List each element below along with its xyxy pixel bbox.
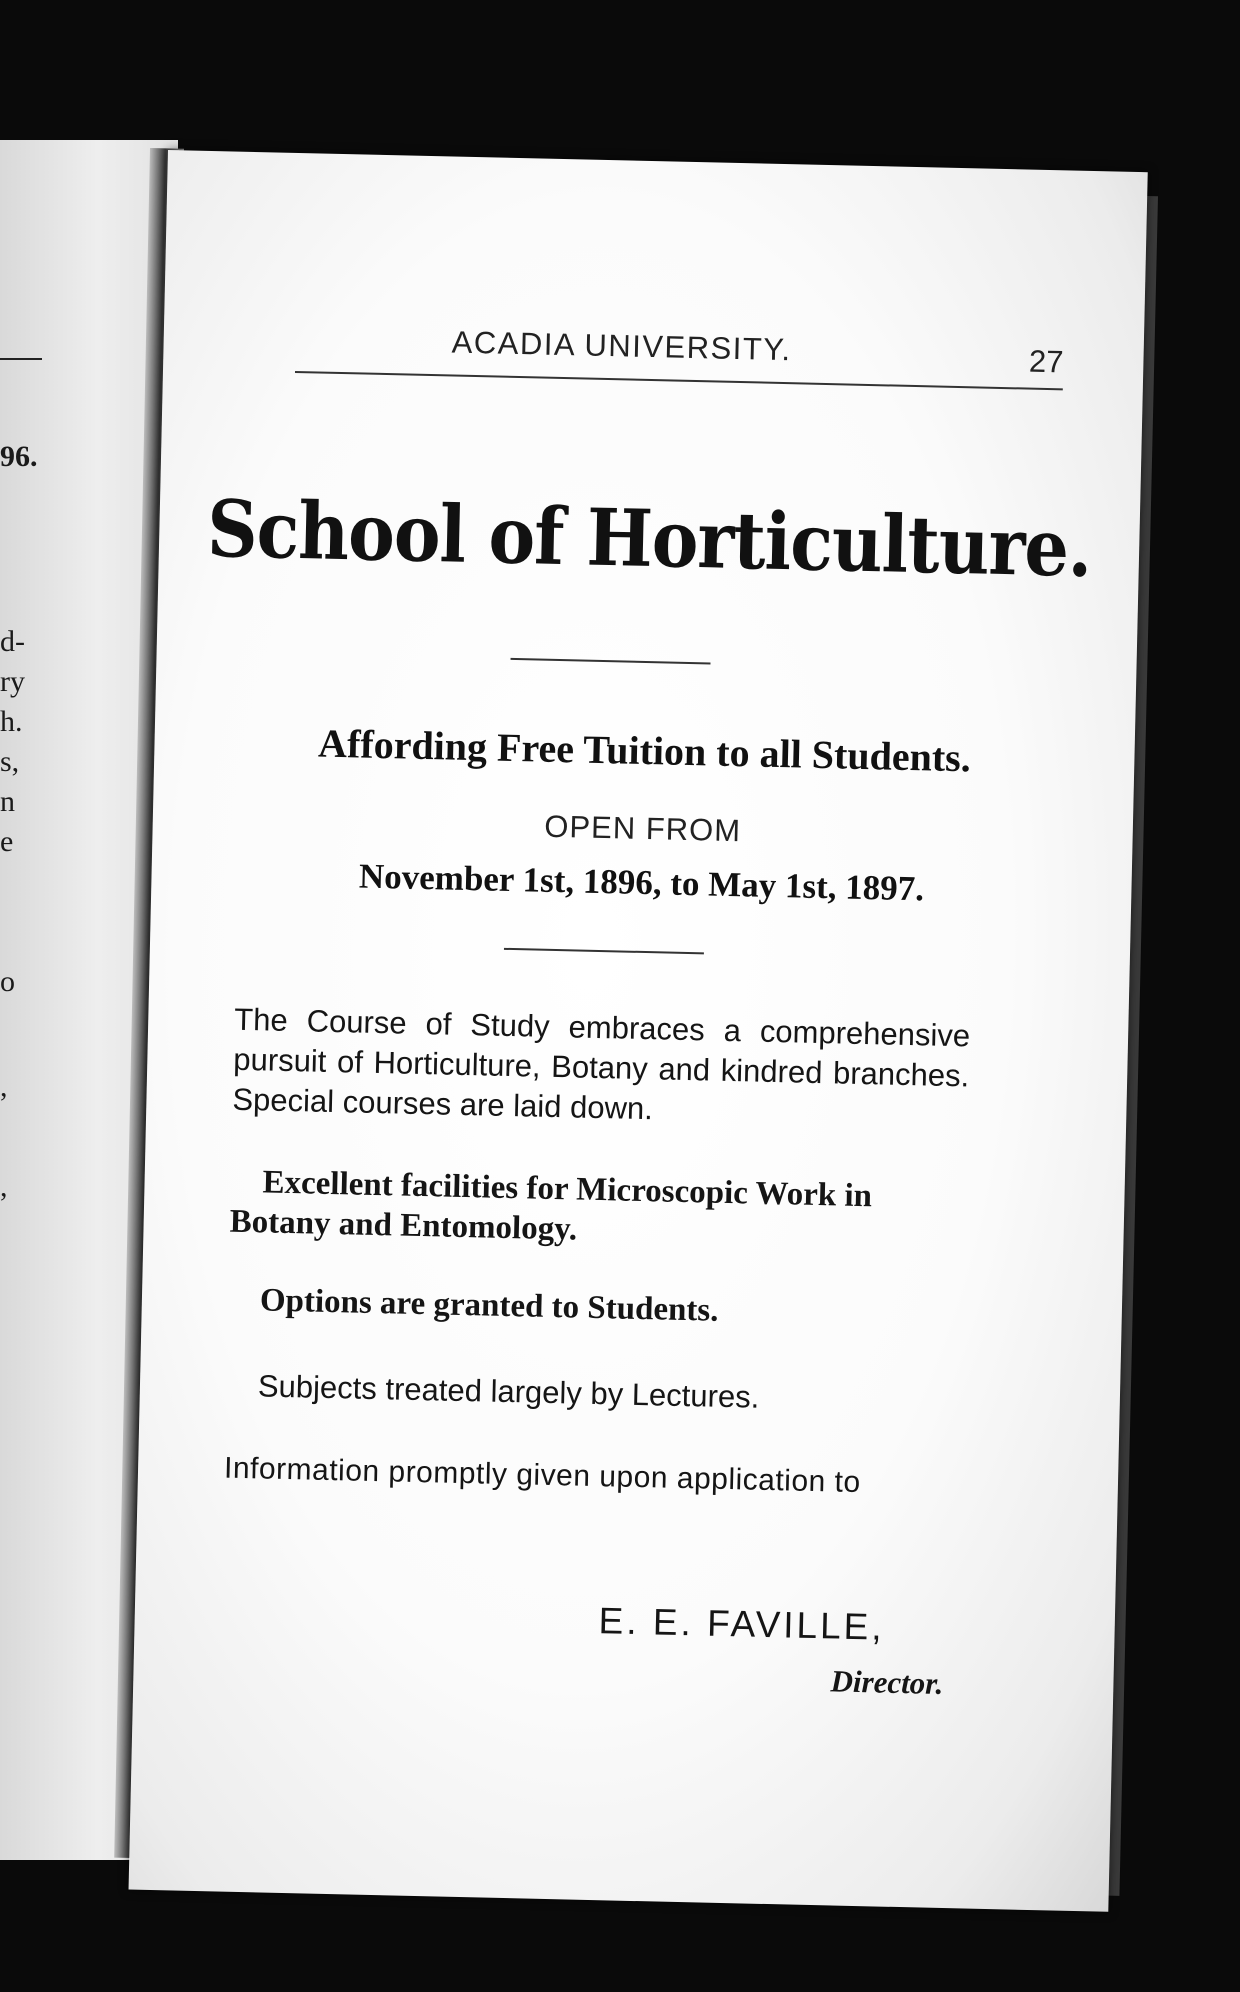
options-line: Options are granted to Students. <box>259 1282 719 1329</box>
left-page-fragment: h. <box>0 705 23 738</box>
page-title: School of Horticulture. <box>206 482 1093 596</box>
signature-block <box>135 1590 1035 1701</box>
open-from-label: OPEN FROM <box>543 808 742 849</box>
left-page-fragment: s, <box>0 745 20 778</box>
information-line: Information promptly given upon application to <box>223 1451 862 1500</box>
divider-rule <box>511 658 711 665</box>
left-page-fragment: ry <box>0 665 25 698</box>
divider-rule <box>504 948 704 955</box>
subtitle: Affording Free Tuition to all Students. <box>317 720 972 781</box>
page-number: 27 <box>1028 343 1064 380</box>
session-dates: November 1st, 1896, to May 1st, 1897. <box>358 856 925 909</box>
page-content <box>129 150 1148 1912</box>
left-page-fragment: , <box>0 1170 8 1203</box>
course-paragraph: The Course of Study embraces a comprehensive pursuit of Horticulture, Botany and kindred branches. Special courses are laid down. <box>232 1001 971 1127</box>
left-page-fragment: e <box>0 825 14 858</box>
signatory-title: Director. <box>830 1663 944 1701</box>
left-page-rule <box>0 358 42 360</box>
running-head <box>163 318 1064 378</box>
document-page <box>129 150 1148 1912</box>
facilities-paragraph: Excellent facilities for Microscopic Work in Botany and Entomology. <box>229 1164 873 1248</box>
running-title: ACADIA UNIVERSITY. <box>451 324 792 368</box>
subjects-line: Subjects treated largely by Lectures. <box>257 1368 760 1415</box>
left-page-fragment: n <box>0 785 15 818</box>
left-page-fragment: 96. <box>0 440 38 473</box>
left-page-fragment: , <box>0 1070 8 1103</box>
signatory-name: E. E. FAVILLE, <box>598 1600 886 1648</box>
left-page-fragment: d- <box>0 625 25 658</box>
left-page-fragment: o <box>0 965 15 998</box>
